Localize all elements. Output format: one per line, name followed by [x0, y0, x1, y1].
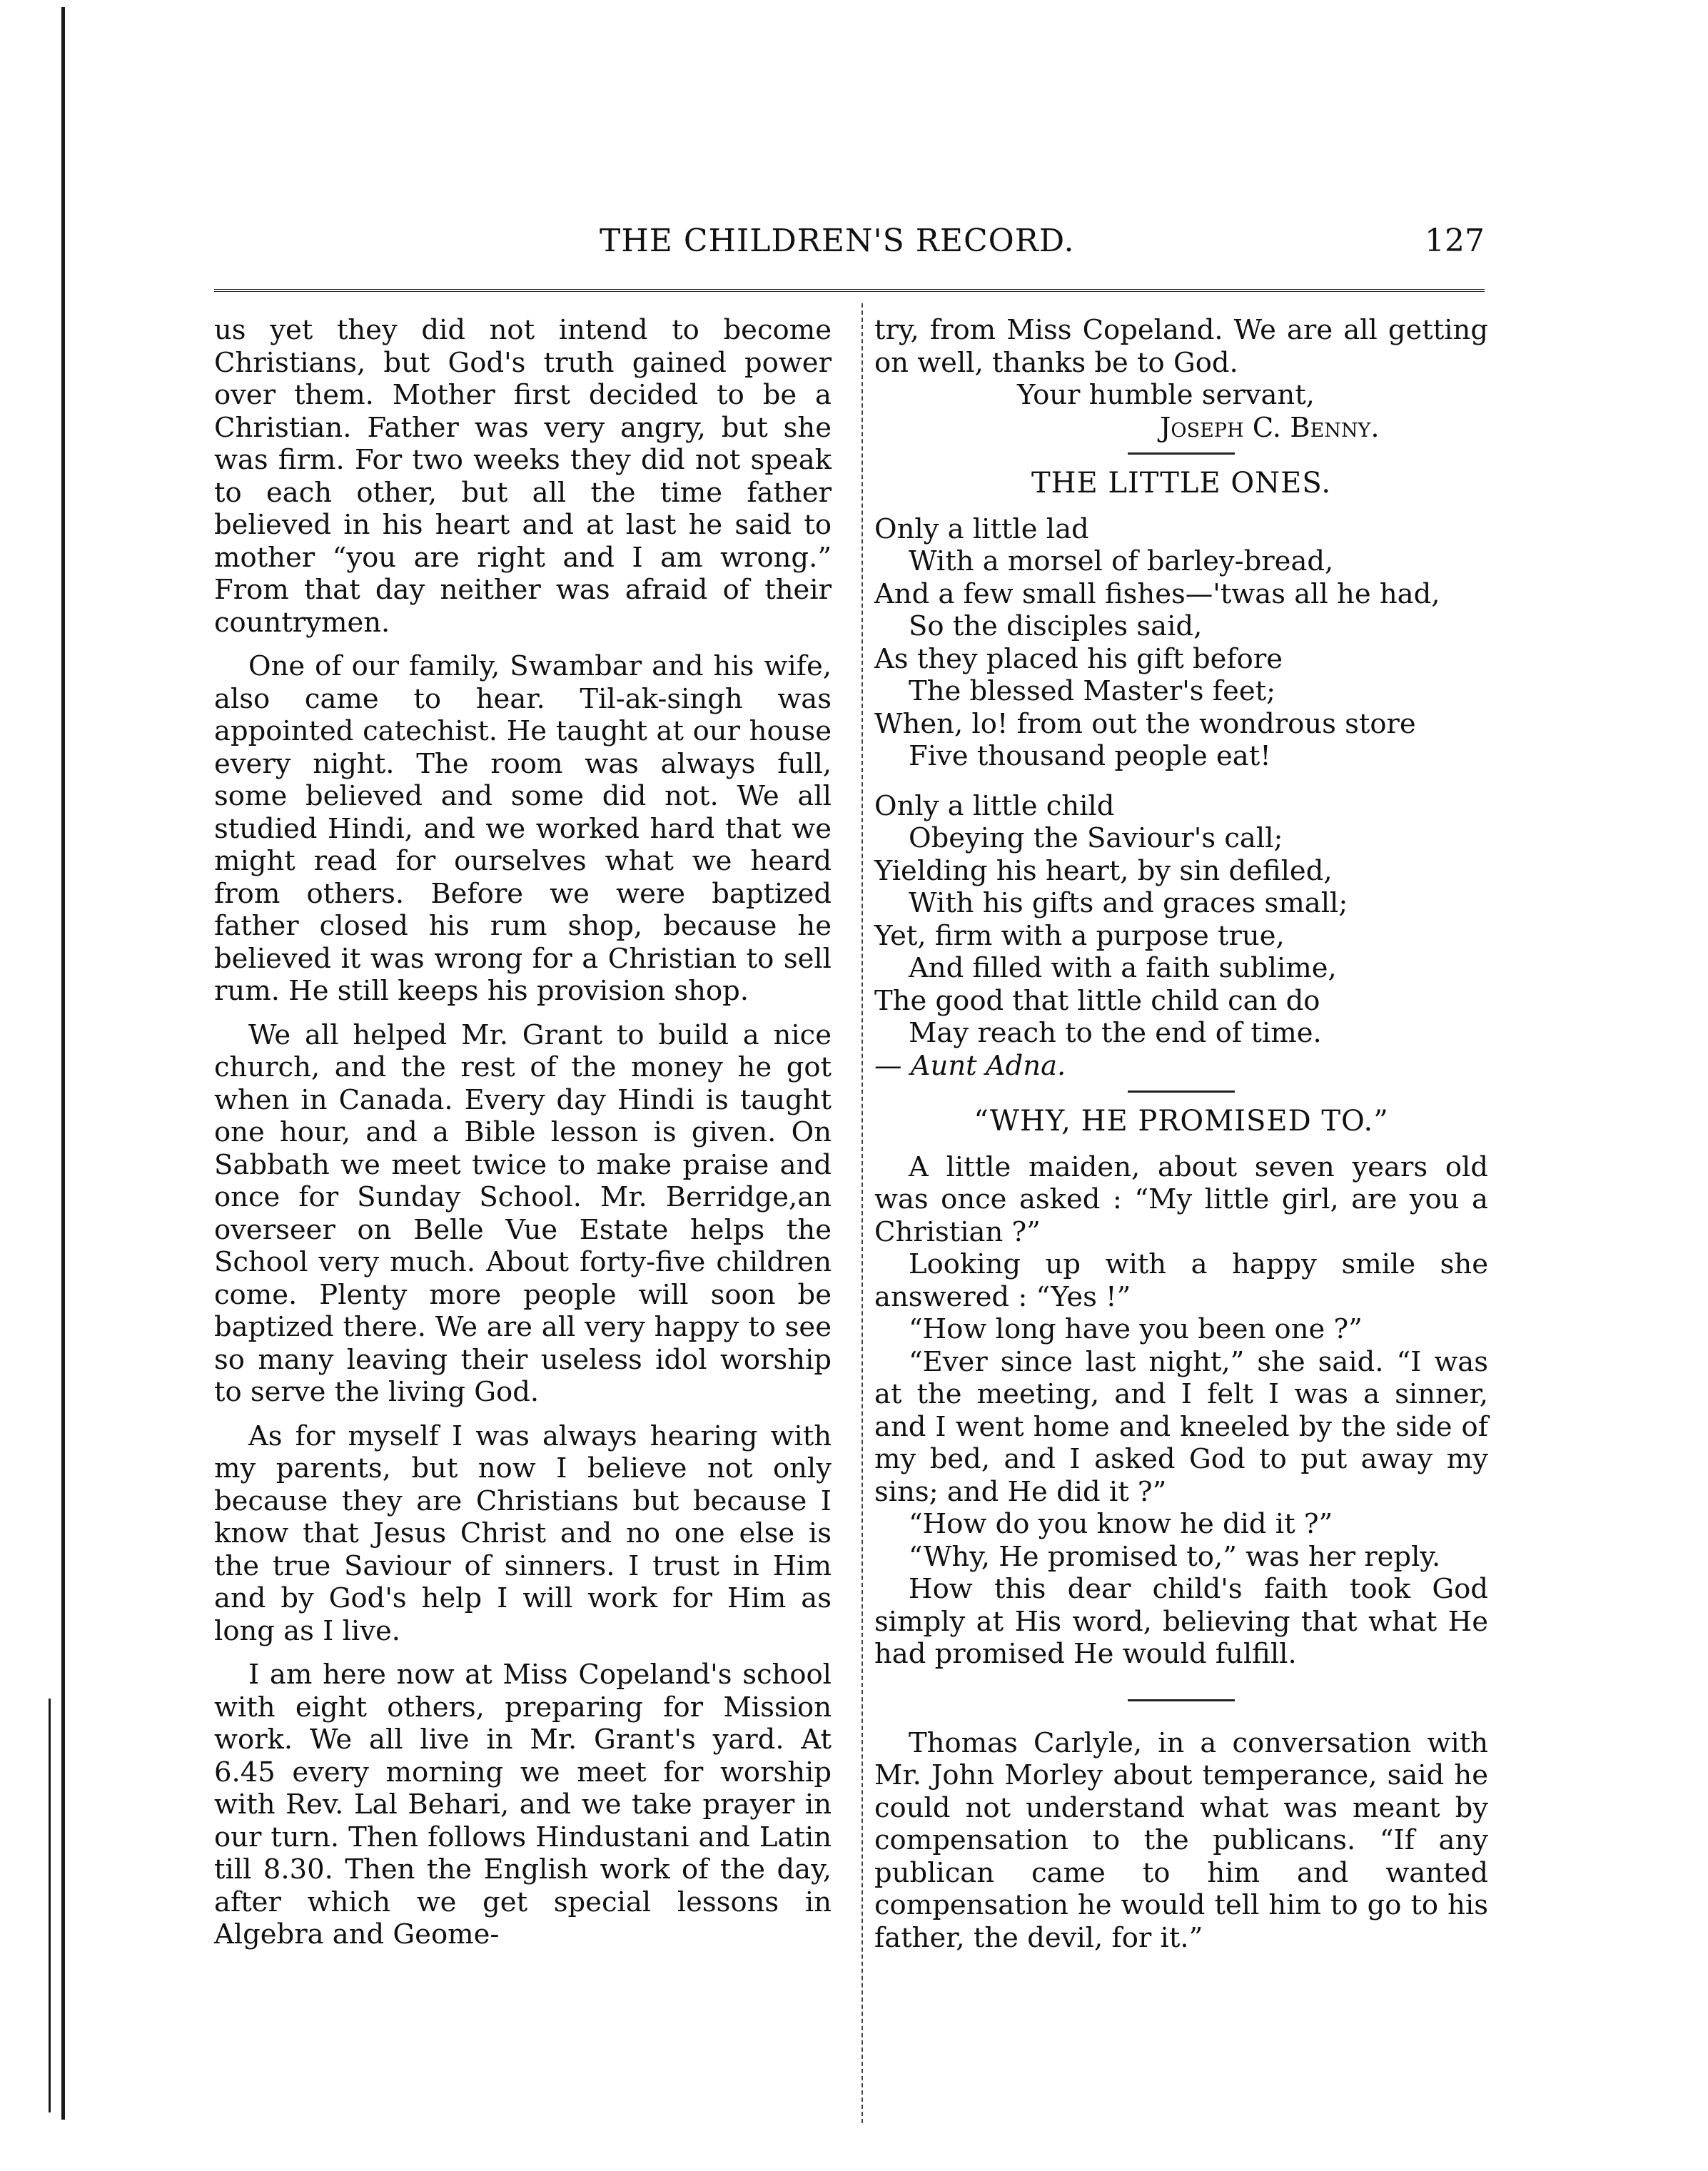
left-paragraph-3: We all helped Mr. Grant to build a nice church, and the rest of the money he got when in Canada. Every day Hindi is taught one hour, and a Bible lesson is given. On Sabbath we meet twice to make praise and once for Sunday School. Mr. Berridge,an overseer on Belle Vue Estate helps the School very much. About forty-five children come. Plenty more people will soon be baptized there. We are all very happy to see so many leaving their useless idol worship to serve the living God. — [214, 1018, 832, 1408]
story-title: “WHY, HE PROMISED TO.” — [974, 1105, 1389, 1138]
poem-line: So the disciples said, — [909, 610, 1203, 642]
page-edge-rule-lower — [49, 1699, 51, 2112]
poem-line: And filled with a faith sublime, — [909, 952, 1337, 984]
left-paragraph-5: I am here now at Miss Copeland's school with eight others, preparing for Mission work. We all live in Mr. Grant's yard. At 6.45 every morning we meet for worship with Rev. Lal Behari, and we take prayer in our turn. Then follows Hindustani and Latin till 8.30. Then the English work of the day, after which we get special lessons in Algebra and Geome- — [214, 1659, 832, 1950]
section-divider — [1128, 1090, 1235, 1093]
letter-closing: Your humble servant, — [1017, 379, 1315, 411]
left-column — [214, 314, 832, 1951]
poem-line: Only a little lad — [874, 512, 1089, 545]
page-edge-rule — [61, 7, 65, 2120]
section-divider — [1128, 452, 1235, 455]
story-paragraph: “Ever since last night,” she said. “I was at the meeting, and I felt I was a sinner, and I went home and kneeled by the side of my bed, and I asked God to put away my sins; and He did it ?” — [874, 1345, 1488, 1508]
poem-title: THE LITTLE ONES. — [1031, 467, 1332, 500]
left-paragraph-2: One of our family, Swambar and his wife, also came to hear. Til-ak-singh was appointed catechist. He taught at our house every night. The room was always full, some believed and some did not. We all studied Hindi, and we worked hard that we might read for ourselves what we heard from others. Before we were baptized father closed his rum shop, because he believed it was wrong for a Christian to sell rum. He still keeps his provision shop. — [214, 650, 832, 1007]
poem-line: The blessed Master's feet; — [909, 675, 1276, 707]
carlyle-anecdote: Thomas Carlyle, in a conversation with Mr. John Morley about temperance, said he could not understand what was meant by compensation to the publicans. “If any publican came to him and wanted compensation he would tell him to go to his father, the devil, for it.” — [874, 1726, 1488, 1954]
section-divider — [1128, 1699, 1235, 1701]
poem-line: With a morsel of barley-bread, — [909, 545, 1334, 577]
story-paragraph: A little maiden, about seven years old was once asked : “My little girl, are you a Christian ?” — [874, 1150, 1488, 1248]
running-title: THE CHILDREN'S RECORD. — [600, 223, 1075, 259]
poem-line: May reach to the end of time. — [909, 1017, 1322, 1049]
left-paragraph-1: us yet they did not intend to become Christians, but God's truth gained power over them. Mother first decided to be a Christian. Father was very angry, but she was firm. For two weeks they did not speak to each other, but all the time father believed in his heart and at last he said to mother “you are right and I am wrong.” From that day neither was afraid of their countrymen. — [214, 314, 832, 639]
poem-line: Obeying the Saviour's call; — [909, 822, 1283, 854]
poem-line: When, lo! from out the wondrous store — [874, 707, 1416, 740]
story-paragraph: “How long have you been one ?” — [909, 1313, 1363, 1345]
column-divider — [861, 303, 863, 2123]
poem-line: And a few small fishes—'twas all he had, — [874, 577, 1440, 610]
poem-line: Five thousand people eat! — [909, 740, 1271, 772]
poem-line: With his gifts and graces small; — [909, 887, 1348, 919]
letter-signature: Joseph C. Benny. — [1160, 411, 1380, 444]
page-number: 127 — [1425, 223, 1485, 259]
letter-ending: try, from Miss Copeland. We are all getting on well, thanks be to God. — [874, 314, 1488, 379]
page-header — [214, 223, 1485, 273]
right-column — [874, 314, 1488, 1954]
header-rule — [214, 289, 1485, 292]
story-paragraph: Looking up with a happy smile she answered : “Yes !” — [874, 1248, 1488, 1313]
poem-line: Only a little child — [874, 789, 1115, 822]
poem-line: Yielding his heart, by sin defiled, — [874, 854, 1333, 887]
left-paragraph-4: As for myself I was always hearing with my parents, but now I believe not only because they are Christians but because I know that Jesus Christ and no one else is the true Saviour of sinners. I trust in Him and by God's help I will work for Him as long as I live. — [214, 1420, 832, 1647]
poem — [874, 513, 1488, 1083]
poem-line: The good that little child can do — [874, 984, 1320, 1017]
poem-attribution: — Aunt Adna. — [874, 1049, 1066, 1082]
story-paragraph: “Why, He promised to,” was her reply. — [909, 1540, 1441, 1573]
poem-line: Yet, firm with a purpose true, — [874, 919, 1285, 952]
story-paragraph: “How do you know he did it ?” — [909, 1508, 1333, 1540]
story-paragraph: How this dear child's faith took God simply at His word, believing that what He had promised He would fulfill. — [874, 1573, 1488, 1670]
poem-line: As they placed his gift before — [874, 642, 1283, 675]
